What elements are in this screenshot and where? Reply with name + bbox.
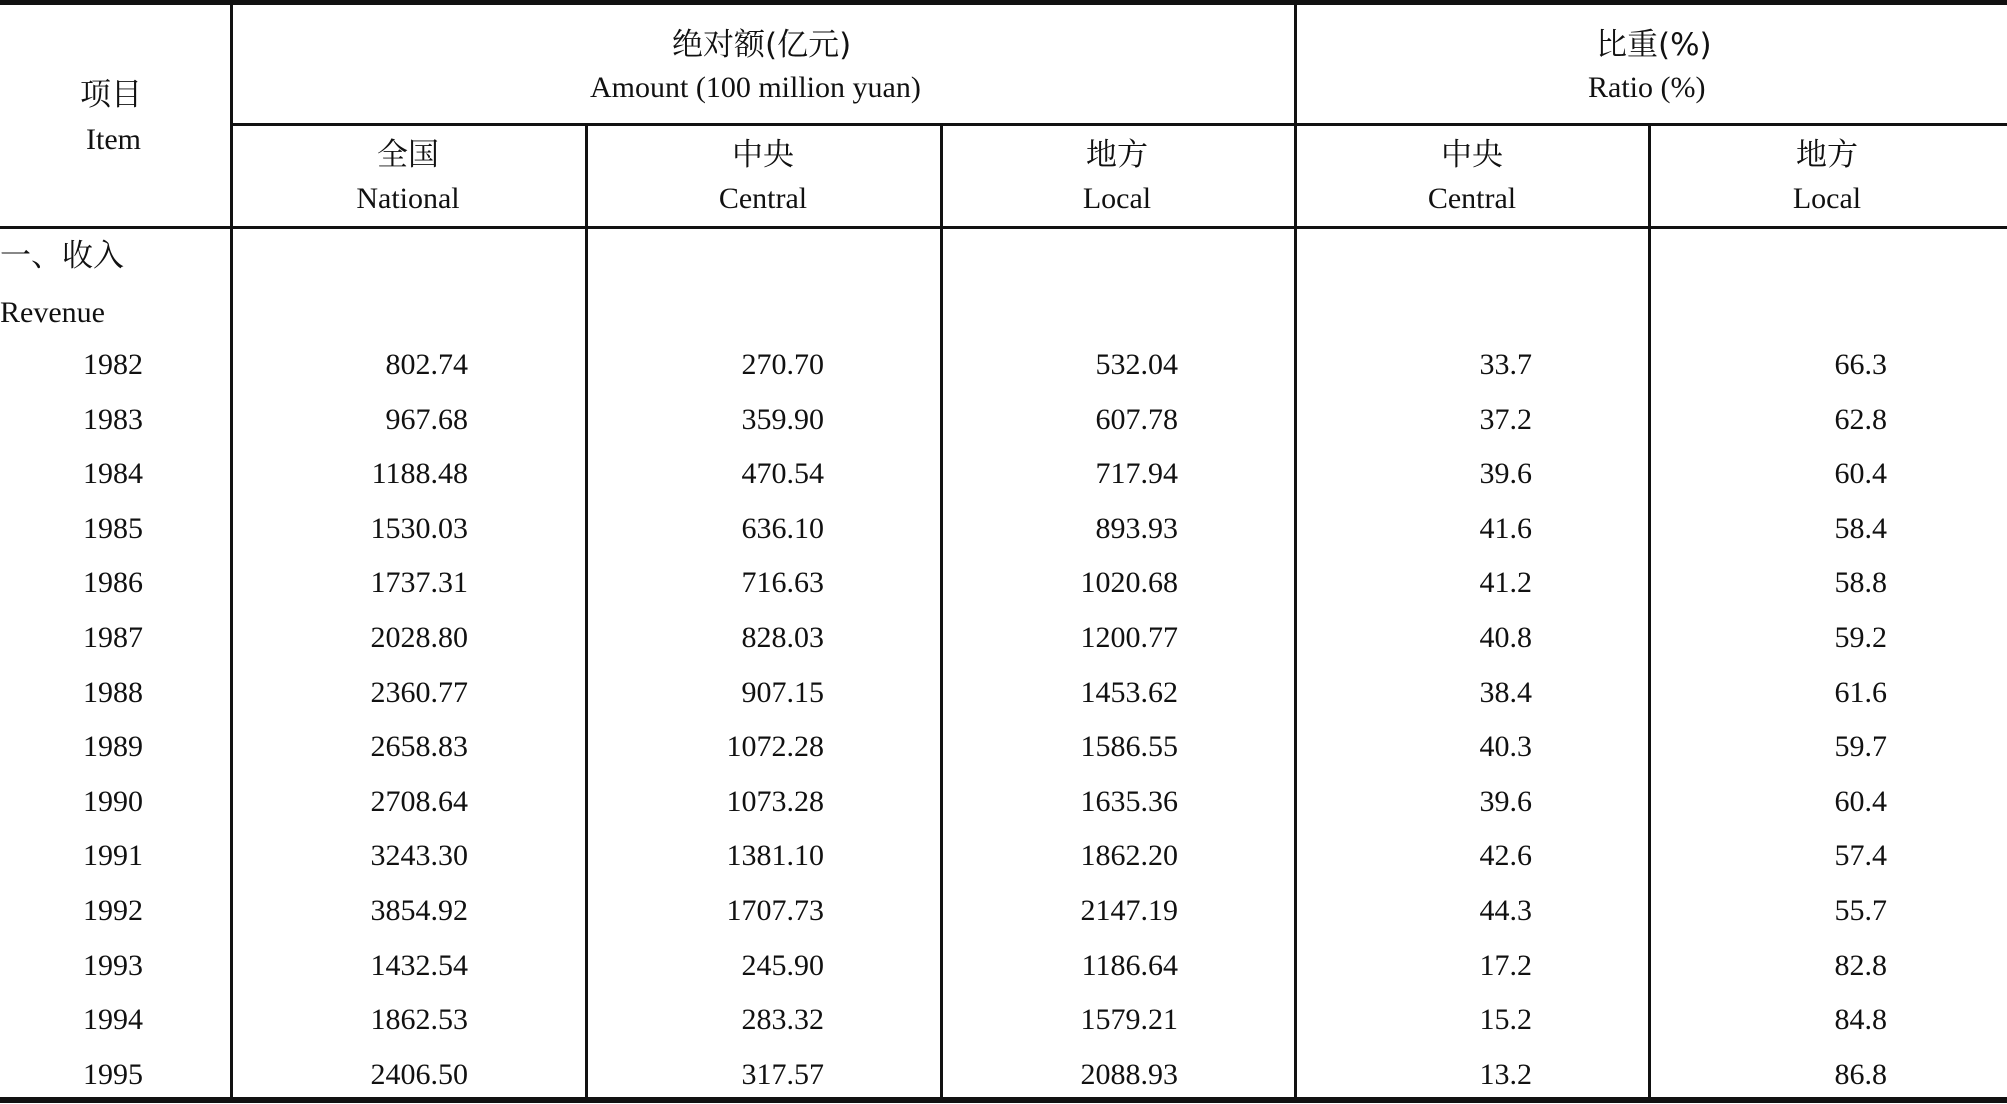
cell-local: 2088.93 [1080, 1058, 1178, 1091]
cell-local: 893.93 [1095, 512, 1178, 545]
cell-local: 1453.62 [1080, 676, 1178, 709]
vrule-national [585, 124, 588, 1100]
item-header-zh: 项目 [80, 77, 142, 113]
cell-ratio-central: 42.6 [1479, 839, 1532, 872]
cell-ratio-local: 60.4 [1834, 785, 1887, 818]
vrule-amount-ratio [1294, 0, 1297, 1100]
cell-local: 1200.77 [1080, 621, 1178, 654]
cell-ratio-central: 33.7 [1479, 348, 1532, 381]
cell-central: 907.15 [741, 676, 824, 709]
header-bottom-rule [0, 226, 2007, 229]
cell-central: 1072.28 [726, 730, 824, 763]
row-year: 1983 [83, 403, 143, 436]
col-header-central-en: Central [718, 182, 808, 215]
cell-local: 717.94 [1095, 457, 1178, 490]
cell-national: 3854.92 [370, 894, 468, 927]
col-header-ratio-central-zh: 中央 [1441, 137, 1503, 173]
cell-ratio-central: 38.4 [1479, 676, 1532, 709]
cell-ratio-local: 57.4 [1834, 839, 1887, 872]
cell-ratio-local: 82.8 [1834, 949, 1887, 982]
cell-local: 1020.68 [1080, 566, 1178, 599]
cell-ratio-central: 17.2 [1479, 949, 1532, 982]
cell-ratio-central: 40.3 [1479, 730, 1532, 763]
cell-central: 1381.10 [726, 839, 824, 872]
cell-ratio-central: 41.2 [1479, 566, 1532, 599]
row-year: 1989 [83, 730, 143, 763]
cell-local: 1862.20 [1080, 839, 1178, 872]
row-year: 1984 [83, 457, 143, 490]
col-header-central-zh: 中央 [732, 137, 794, 173]
cell-national: 2658.83 [370, 730, 468, 763]
cell-local: 532.04 [1095, 348, 1178, 381]
header-subgroup-rule [230, 123, 2007, 126]
cell-central: 359.90 [741, 403, 824, 436]
cell-ratio-local: 59.7 [1834, 730, 1887, 763]
row-year: 1982 [83, 348, 143, 381]
cell-national: 2708.64 [370, 785, 468, 818]
cell-central: 270.70 [741, 348, 824, 381]
amount-header-zh: 绝对额(亿元) [672, 27, 852, 63]
cell-national: 2360.77 [370, 676, 468, 709]
col-header-national-zh: 全国 [377, 137, 439, 173]
cell-national: 1737.31 [370, 566, 468, 599]
cell-national: 802.74 [385, 348, 468, 381]
row-year: 1988 [83, 676, 143, 709]
cell-ratio-local: 62.8 [1834, 403, 1887, 436]
row-year: 1986 [83, 566, 143, 599]
cell-ratio-central: 40.8 [1479, 621, 1532, 654]
cell-central: 283.32 [741, 1003, 824, 1036]
cell-ratio-central: 44.3 [1479, 894, 1532, 927]
ratio-header-en: Ratio (%) [1588, 71, 1706, 104]
row-year: 1987 [83, 621, 143, 654]
cell-local: 1635.36 [1080, 785, 1178, 818]
row-year: 1994 [83, 1003, 143, 1036]
vrule-central [940, 124, 943, 1100]
cell-central: 245.90 [741, 949, 824, 982]
cell-local: 1586.55 [1080, 730, 1178, 763]
row-year: 1992 [83, 894, 143, 927]
cell-ratio-central: 37.2 [1479, 403, 1532, 436]
cell-local: 1579.21 [1080, 1003, 1178, 1036]
cell-national: 1188.48 [371, 457, 468, 490]
row-year: 1990 [83, 785, 143, 818]
col-header-ratio-local-zh: 地方 [1796, 137, 1858, 173]
cell-central: 317.57 [741, 1058, 824, 1091]
cell-ratio-local: 59.2 [1834, 621, 1887, 654]
cell-ratio-local: 86.8 [1834, 1058, 1887, 1091]
cell-national: 2028.80 [370, 621, 468, 654]
cell-national: 1432.54 [370, 949, 468, 982]
col-header-local-en: Local [1082, 182, 1152, 215]
ratio-header-zh: 比重(%) [1596, 27, 1712, 63]
col-header-ratio-central-en: Central [1427, 182, 1517, 215]
cell-ratio-local: 55.7 [1834, 894, 1887, 927]
cell-local: 1186.64 [1081, 949, 1178, 982]
cell-central: 716.63 [741, 566, 824, 599]
cell-ratio-central: 15.2 [1479, 1003, 1532, 1036]
vrule-ratio-central [1648, 124, 1651, 1100]
cell-ratio-local: 84.8 [1834, 1003, 1887, 1036]
col-header-local-zh: 地方 [1086, 137, 1148, 173]
row-year: 1993 [83, 949, 143, 982]
col-header-ratio-local-en: Local [1792, 182, 1862, 215]
cell-central: 1073.28 [726, 785, 824, 818]
cell-local: 607.78 [1095, 403, 1178, 436]
cell-national: 1530.03 [370, 512, 468, 545]
top-border [0, 0, 2007, 5]
cell-national: 2406.50 [370, 1058, 468, 1091]
cell-central: 470.54 [741, 457, 824, 490]
vrule-item [230, 0, 233, 1100]
cell-ratio-central: 41.6 [1479, 512, 1532, 545]
cell-ratio-central: 39.6 [1479, 785, 1532, 818]
section-label-en: Revenue [0, 296, 105, 329]
bottom-border [0, 1097, 2007, 1103]
cell-central: 1707.73 [726, 894, 824, 927]
cell-ratio-local: 58.4 [1834, 512, 1887, 545]
row-year: 1985 [83, 512, 143, 545]
row-year: 1991 [83, 839, 143, 872]
cell-national: 1862.53 [370, 1003, 468, 1036]
item-header-en: Item [86, 123, 141, 156]
cell-local: 2147.19 [1080, 894, 1178, 927]
cell-central: 828.03 [741, 621, 824, 654]
cell-national: 967.68 [385, 403, 468, 436]
cell-ratio-local: 60.4 [1834, 457, 1887, 490]
cell-ratio-central: 13.2 [1479, 1058, 1532, 1091]
section-label-zh: 一、收入 [0, 238, 124, 274]
amount-header-en: Amount (100 million yuan) [590, 71, 921, 104]
row-year: 1995 [83, 1058, 143, 1091]
cell-ratio-local: 61.6 [1834, 676, 1887, 709]
col-header-national-en: National [356, 182, 460, 215]
cell-national: 3243.30 [370, 839, 468, 872]
cell-ratio-central: 39.6 [1479, 457, 1532, 490]
cell-ratio-local: 58.8 [1834, 566, 1887, 599]
cell-ratio-local: 66.3 [1834, 348, 1887, 381]
cell-central: 636.10 [741, 512, 824, 545]
